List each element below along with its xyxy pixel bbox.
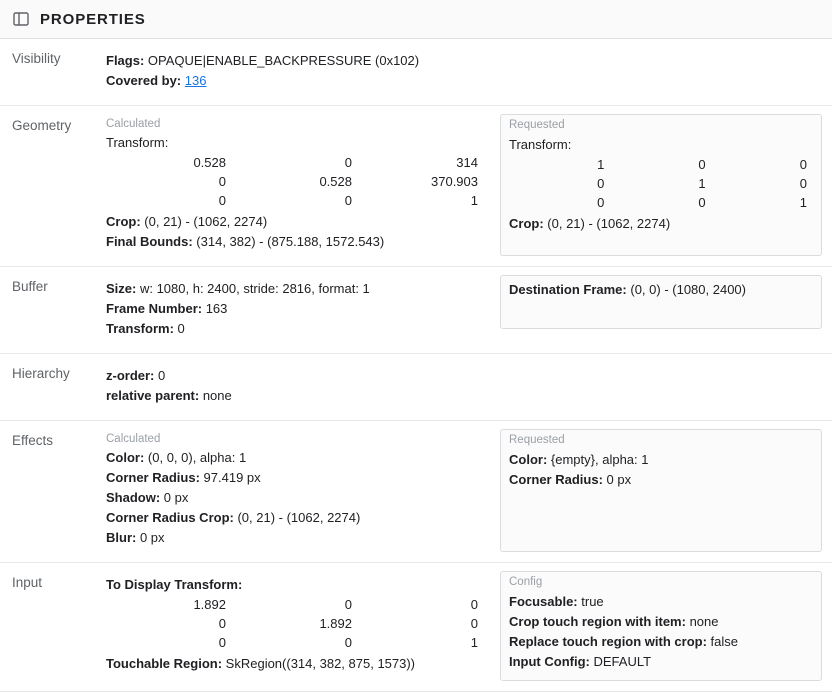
buffer-destination-frame-box <box>500 275 822 329</box>
matrix-cell: 0 <box>799 176 807 191</box>
matrix-cell: 0 <box>218 635 226 650</box>
properties-header <box>0 0 832 39</box>
matrix-cell: 0 <box>597 195 605 210</box>
covered-by-row <box>106 71 484 91</box>
replace-touch-region-row <box>509 632 813 652</box>
effects-requested-corner-radius-row <box>509 470 813 490</box>
touchable-region-row <box>106 654 484 674</box>
geometry-calculated-transform-key: Transform: <box>106 135 169 150</box>
geometry-requested-crop-row <box>509 214 813 234</box>
matrix-cell: 1 <box>470 635 478 650</box>
section-label-effects: Effects <box>12 433 54 448</box>
focusable-value: true <box>581 594 604 609</box>
matrix-cell: 1 <box>799 195 807 210</box>
corner-radius-value: 0 px <box>606 472 632 487</box>
buffer-size-row <box>106 279 484 299</box>
color-key: Color: <box>509 452 548 467</box>
corner-radius-key: Corner Radius: <box>509 472 603 487</box>
effects-corner-radius-crop-row <box>106 508 484 528</box>
matrix-cell: 0 <box>218 174 226 189</box>
effects-requested-color-row <box>509 450 813 470</box>
crop-key: Crop: <box>106 214 141 229</box>
matrix-row <box>509 155 813 174</box>
flags-key: Flags: <box>106 53 145 68</box>
geometry-final-bounds-row <box>106 232 484 252</box>
flags-row <box>106 51 484 71</box>
relative-parent-row <box>106 386 484 406</box>
matrix-row <box>509 174 813 193</box>
geometry-requested <box>500 114 822 256</box>
crop-value: (0, 21) - (1062, 2274) <box>547 216 671 231</box>
frame-number-key: Frame Number: <box>106 301 203 316</box>
panel-icon <box>12 10 30 28</box>
size-key: Size: <box>106 281 137 296</box>
shadow-value: 0 px <box>163 490 189 505</box>
input-config-title: Config <box>509 576 543 588</box>
matrix-cell: 0 <box>698 195 706 210</box>
input-config-value: DEFAULT <box>593 654 652 669</box>
matrix-row <box>509 193 813 212</box>
buffer-fields <box>100 275 490 343</box>
matrix-cell: 1 <box>698 176 706 191</box>
corner-radius-crop-value: (0, 21) - (1062, 2274) <box>237 510 361 525</box>
matrix-cell: 370.903 <box>431 174 478 189</box>
effects-requested-title: Requested <box>509 434 565 446</box>
focusable-key: Focusable: <box>509 594 578 609</box>
matrix-cell: 0 <box>218 193 226 208</box>
matrix-cell: 1 <box>597 157 605 172</box>
effects-requested <box>500 429 822 552</box>
section-input <box>0 563 832 692</box>
crop-touch-region-key: Crop touch region with item: <box>509 614 686 629</box>
final-bounds-key: Final Bounds: <box>106 234 193 249</box>
matrix-row <box>106 614 484 633</box>
corner-radius-key: Corner Radius: <box>106 470 200 485</box>
touchable-region-key: Touchable Region: <box>106 656 223 671</box>
relative-parent-value: none <box>202 388 232 403</box>
input-fields <box>100 571 490 681</box>
frame-number-value: 163 <box>205 301 228 316</box>
matrix-row <box>106 595 484 614</box>
section-label-hierarchy: Hierarchy <box>12 366 70 381</box>
geometry-calculated <box>100 114 490 256</box>
blur-key: Blur: <box>106 530 137 545</box>
to-display-transform-label: To Display Transform: <box>106 577 243 592</box>
focusable-row <box>509 592 813 612</box>
input-matrix <box>106 595 484 652</box>
matrix-cell: 0 <box>218 616 226 631</box>
input-config-box <box>500 571 822 681</box>
visibility-fields <box>100 47 490 95</box>
geometry-calculated-crop-row <box>106 212 484 232</box>
section-label-input: Input <box>12 575 43 590</box>
section-label-buffer: Buffer <box>12 279 48 294</box>
matrix-cell: 0 <box>597 176 605 191</box>
covered-by-key: Covered by: <box>106 73 182 88</box>
destination-frame-key: Destination Frame: <box>509 282 627 297</box>
matrix-cell: 314 <box>456 155 478 170</box>
crop-touch-region-value: none <box>689 614 719 629</box>
geometry-calculated-title: Calculated <box>106 118 161 130</box>
matrix-cell: 0 <box>470 616 478 631</box>
matrix-row <box>106 191 484 210</box>
effects-shadow-row <box>106 488 484 508</box>
page-title: PROPERTIES <box>40 10 146 28</box>
destination-frame-row <box>509 280 813 300</box>
section-hierarchy <box>0 354 832 421</box>
zorder-row <box>106 366 484 386</box>
crop-key: Crop: <box>509 216 544 231</box>
matrix-cell: 0 <box>344 155 352 170</box>
replace-touch-region-value: false <box>710 634 739 649</box>
input-config-key: Input Config: <box>509 654 590 669</box>
matrix-cell: 0.528 <box>319 174 352 189</box>
destination-frame-value: (0, 0) - (1080, 2400) <box>630 282 746 297</box>
matrix-cell: 1.892 <box>193 597 226 612</box>
color-value: (0, 0, 0), alpha: 1 <box>147 450 247 465</box>
transform-value: 0 <box>177 321 185 336</box>
geometry-calculated-matrix <box>106 153 484 210</box>
zorder-value: 0 <box>158 368 166 383</box>
geometry-requested-title: Requested <box>509 119 565 131</box>
section-label-geometry: Geometry <box>12 118 72 133</box>
corner-radius-value: 97.419 px <box>203 470 261 485</box>
buffer-transform-row <box>106 319 484 339</box>
color-value: {empty}, alpha: 1 <box>550 452 649 467</box>
matrix-cell: 0 <box>698 157 706 172</box>
matrix-cell: 0 <box>344 193 352 208</box>
hierarchy-fields <box>100 362 490 410</box>
section-geometry <box>0 106 832 267</box>
matrix-cell: 0 <box>470 597 478 612</box>
matrix-cell: 1 <box>470 193 478 208</box>
covered-by-link[interactable]: 136 <box>184 73 207 88</box>
final-bounds-value: (314, 382) - (875.188, 1572.543) <box>196 234 385 249</box>
matrix-cell: 1.892 <box>319 616 352 631</box>
flags-value: OPAQUE|ENABLE_BACKPRESSURE (0x102) <box>147 53 420 68</box>
section-buffer <box>0 267 832 354</box>
effects-calculated-title: Calculated <box>106 433 161 445</box>
shadow-key: Shadow: <box>106 490 161 505</box>
crop-touch-region-row <box>509 612 813 632</box>
crop-value: (0, 21) - (1062, 2274) <box>144 214 268 229</box>
replace-touch-region-key: Replace touch region with crop: <box>509 634 707 649</box>
section-effects <box>0 421 832 563</box>
section-label-visibility: Visibility <box>12 51 61 66</box>
relative-parent-key: relative parent: <box>106 388 200 403</box>
color-key: Color: <box>106 450 145 465</box>
matrix-row <box>106 153 484 172</box>
effects-calculated <box>100 429 490 552</box>
zorder-key: z-order: <box>106 368 155 383</box>
matrix-cell: 0 <box>799 157 807 172</box>
to-display-transform-key <box>106 575 484 595</box>
geometry-requested-matrix <box>509 155 813 212</box>
effects-corner-radius-row <box>106 468 484 488</box>
buffer-frame-number-row <box>106 299 484 319</box>
matrix-row <box>106 172 484 191</box>
size-value: w: 1080, h: 2400, stride: 2816, format: 1 <box>139 281 370 296</box>
effects-color-row <box>106 448 484 468</box>
input-config-row <box>509 652 813 672</box>
effects-blur-row <box>106 528 484 548</box>
section-visibility <box>0 39 832 106</box>
matrix-row <box>106 633 484 652</box>
matrix-cell: 0.528 <box>193 155 226 170</box>
geometry-requested-transform-key: Transform: <box>509 137 572 152</box>
corner-radius-crop-key: Corner Radius Crop: <box>106 510 234 525</box>
touchable-region-value: SkRegion((314, 382, 875, 1573)) <box>225 656 416 671</box>
matrix-cell: 0 <box>344 635 352 650</box>
transform-key: Transform: <box>106 321 174 336</box>
matrix-cell: 0 <box>344 597 352 612</box>
blur-value: 0 px <box>139 530 165 545</box>
